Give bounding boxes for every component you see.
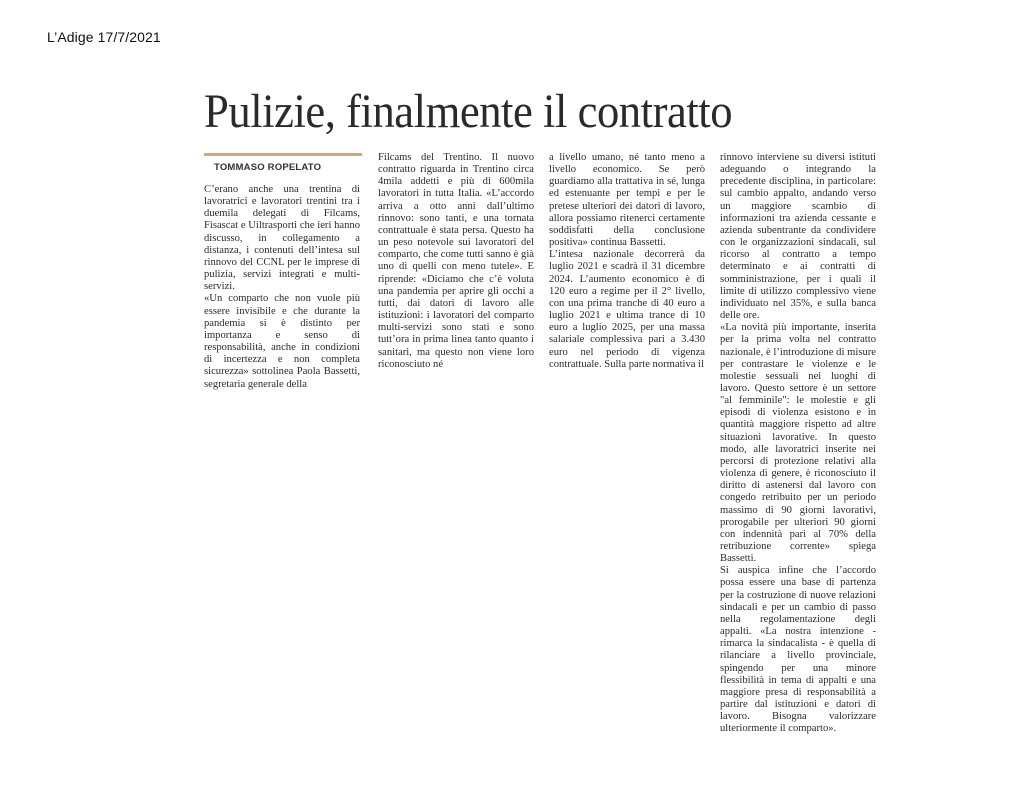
newspaper-clipping <box>192 78 876 748</box>
article-column-3 <box>549 152 705 371</box>
article-column-4 <box>720 152 876 736</box>
paragraph: Filcams del Trentino. Il nuovo contratto riguarda in Trentino circa 4mila addetti e più di 600mila lavoratori in tutta Italia. «L’accordo arriva a otto anni dall’ultimo rinnovo: sono tanti, e una tornata contrattuale è stata persa. Questo ha un peso notevole sui lavoratori del comparto, che come tutti sanno è già uno di quelli con meno tutele». E riprende: «Diciamo che c’è voluta una pandemia per aprire gli occhi a tutti, dai datori di lavoro alle istituzioni: i lavoratori del comparto multi-servizi sono stati e sono tutt’ora in prima linea tanto quanto i sanitari, ma questo non viene loro riconosciuto né <box>378 152 534 370</box>
paragraph: C’erano anche una trentina di lavoratrici e lavoratori trentini tra i duemila delegati di Filcams, Fisascat e Uiltrasporti che ieri hanno discusso, in collegamento a distanza, i contenuti dell’intesa sul rinnovo del CCNL per le imprese di pulizia, servizi integrati e multi-servizi. <box>204 184 360 293</box>
paragraph: «Un comparto che non vuole più essere invisibile e che durante la pandemia si è distinto per importanza e senso di responsabilità, anche in condizioni di incertezza e non completa sicurezza» sottolinea Paola Bassetti, segretaria generale della <box>204 293 360 390</box>
byline-rule <box>204 153 362 156</box>
article-column-1 <box>204 184 360 391</box>
paragraph: rinnovo interviene su diversi istituti adeguando o integrando la precedente disciplina, in particolare: sul cambio appalto, andando verso un maggiore scambio di informazioni tra azienda cessante e azienda subentrante da condividere con le organizzazioni sindacali, sul ricorso al contratto a tempo determinato e ai contratti di somministrazione, per i quali il limite di utilizzo complessivo viene individuato nel 35%, e sulla banca delle ore. <box>720 152 876 322</box>
article-column-2 <box>378 152 534 371</box>
paragraph: Si auspica infine che l’accordo possa essere una base di partenza per la costruzione di nuove relazioni sindacali e per un cambio di passo nella regolamentazione degli appalti. «La nostra intenzione - rimarca la sindacalista - è quella di rilanciare a livello provinciale, spingendo per una minore flessibilità in tema di appalti e una maggiore presa di responsabilità a partire dal istituzioni e datori di lavoro. Bisogna valorizzare ulteriormente il comparto». <box>720 565 876 735</box>
paragraph: L’intesa nazionale decorrerà da luglio 2021 e scadrà il 31 dicembre 2024. L’aumento economico è di 120 euro a regime per il 2° livello, con una prima tranche di 40 euro a luglio 2021 e ultima trance di 10 euro a luglio 2025, per una massa salariale complessiva pari a 3.430 euro nel periodo di vigenza contrattuale. Sulla parte normativa il <box>549 249 705 370</box>
article-byline: TOMMASO ROPELATO <box>214 162 322 173</box>
paragraph: a livello umano, né tanto meno a livello economico. Se però guardiamo alla trattativa in sé, lunga ed estenuante per tempi e per le pretese ulteriori dei datori di lavoro, allora possiamo ritenerci certamente soddisfatti della conclusione positiva» continua Bassetti. <box>549 152 705 249</box>
paragraph: «La novità più importante, inserita per la prima volta nel contratto nazionale, è l’introduzione di misure per contrastare le violenze e le molestie sessuali nei luoghi di lavoro. Questo settore è un settore "al femminile": le molestie e gli episodi di violenza esistono e in quantità maggiore rispetto ad altre situazioni lavorative. In questo modo, alle lavoratrici inserite nei percorsi di protezione relativi alla violenza di genere, è riconosciuto il diritto di astenersi dal lavoro con congedo retribuito per un periodo massimo di 90 giorni lavorativi, prorogabile per ulteriori 90 giorni con indennità pari al 70% della retribuzione corrente» spiega Bassetti. <box>720 322 876 565</box>
source-label: L’Adige 17/7/2021 <box>47 29 161 45</box>
article-headline: Pulizie, finalmente il contratto <box>204 85 733 138</box>
